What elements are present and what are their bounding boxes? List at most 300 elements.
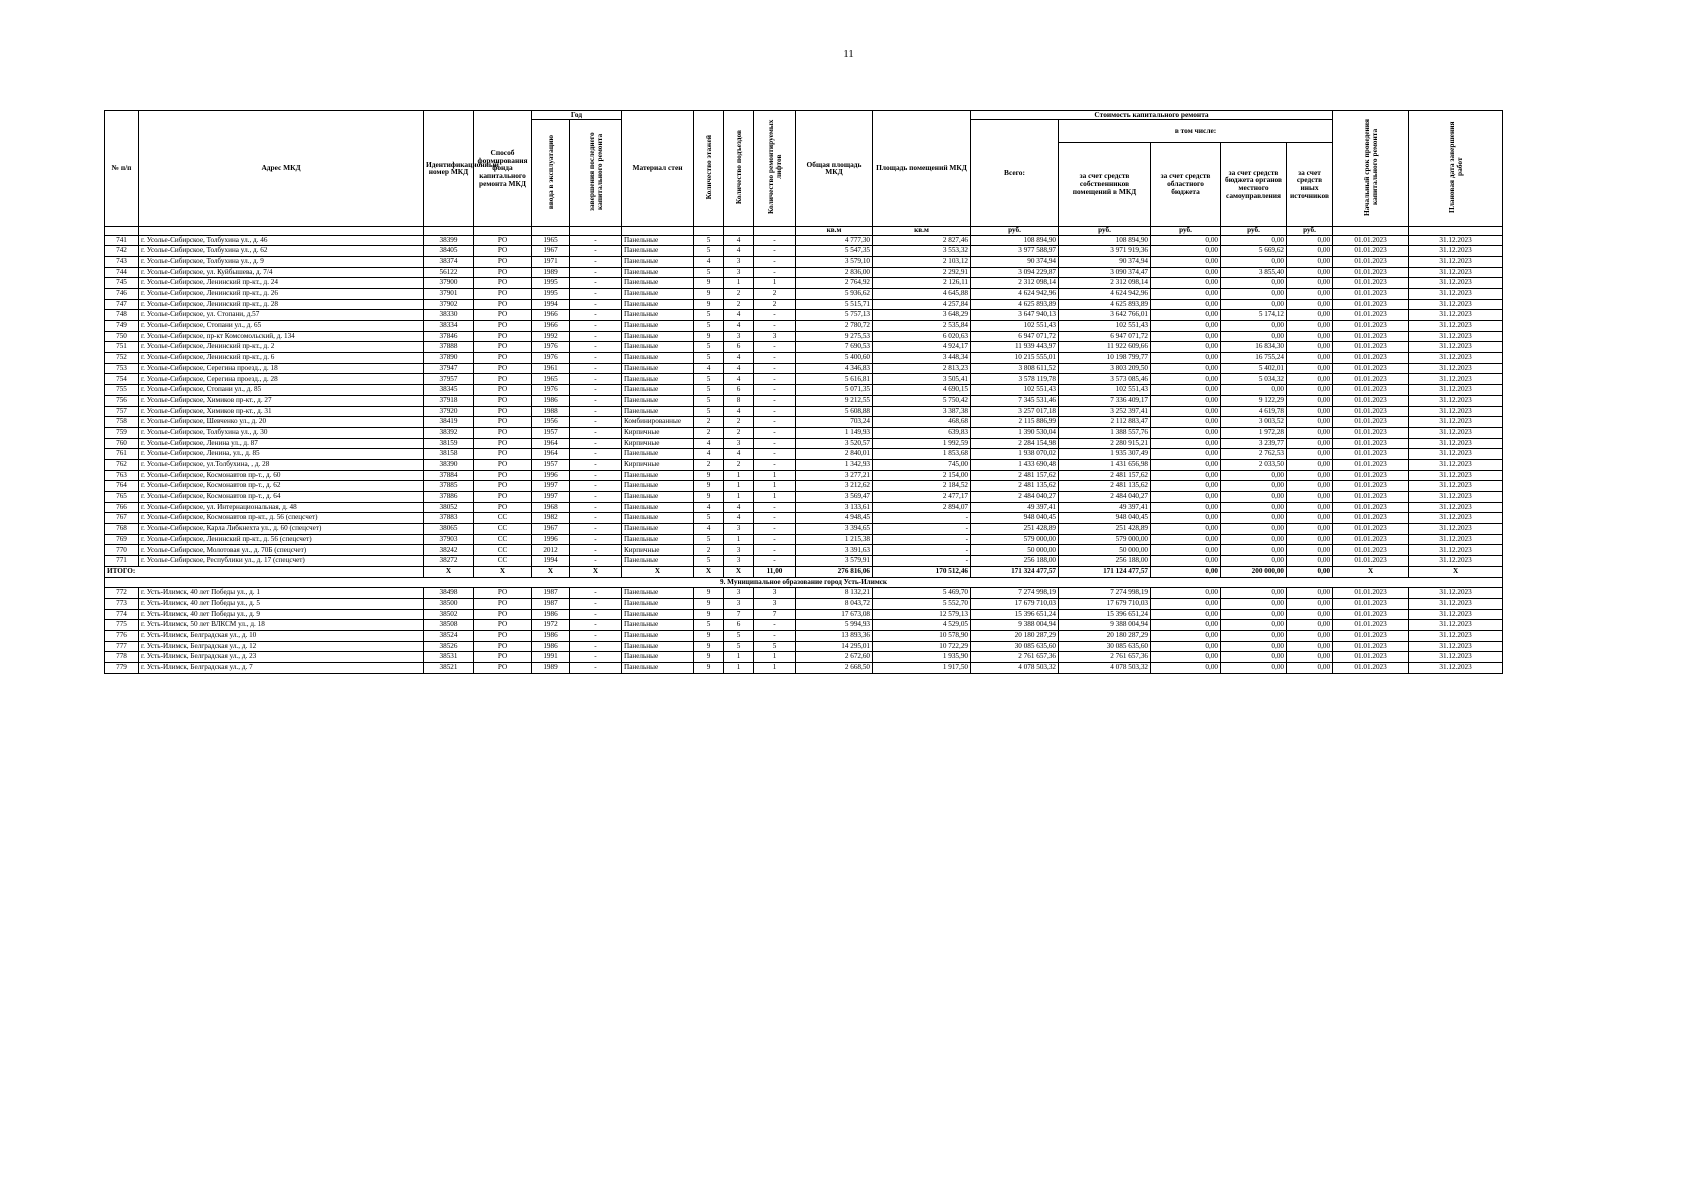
owners-funds: 1 388 557,76 [1059,427,1151,438]
local-funds: 1 972,28 [1221,427,1287,438]
wall-material: Панельные [622,588,694,599]
other-funds: 0,00 [1287,524,1333,535]
year-last-repair: - [570,481,622,492]
total-label: ИТОГО: [105,566,424,577]
other-funds: 0,00 [1287,438,1333,449]
premises-area: - [873,534,971,545]
premises-area: 3 448,34 [873,353,971,364]
lifts: - [754,524,796,535]
floors: 9 [694,331,724,342]
total-x: X [1409,566,1503,577]
lifts: - [754,545,796,556]
address-cell: г. Усолье-Сибирское, Ленинский пр-кт., д. 24 [139,278,424,289]
mkd-id: 38392 [424,427,474,438]
entrances: 1 [724,652,754,663]
row-number: 749 [105,321,139,332]
end-date: 31.12.2023 [1409,235,1503,246]
start-date: 01.01.2023 [1333,353,1409,364]
fund-method: РО [474,598,532,609]
total-cost: 15 396 651,24 [971,609,1059,620]
total-x: X [622,566,694,577]
end-date: 31.12.2023 [1409,598,1503,609]
lifts: 1 [754,481,796,492]
mkd-id: 38345 [424,385,474,396]
local-funds: 0,00 [1221,470,1287,481]
header-owners: за счет средств собственников помещений в МКД [1059,142,1151,226]
year-last-repair: - [570,406,622,417]
other-funds: 0,00 [1287,545,1333,556]
total-other: 0,00 [1287,566,1333,577]
local-funds: 0,00 [1221,609,1287,620]
total-cost: 2 284 154,98 [971,438,1059,449]
year-commission: 1986 [532,609,570,620]
local-funds: 0,00 [1221,492,1287,503]
owners-funds: 17 679 710,03 [1059,598,1151,609]
year-commission: 1964 [532,449,570,460]
row-number: 741 [105,235,139,246]
total-area: 3 520,57 [796,438,873,449]
year-commission: 1965 [532,235,570,246]
owners-funds: 3 573 085,46 [1059,374,1151,385]
owners-funds: 2 312 098,14 [1059,278,1151,289]
total-cost: 579 000,00 [971,534,1059,545]
table-row [105,353,1503,364]
start-date: 01.01.2023 [1333,502,1409,513]
local-funds: 0,00 [1221,278,1287,289]
mkd-id: 38524 [424,630,474,641]
total-area: 2 672,60 [796,652,873,663]
start-date: 01.01.2023 [1333,417,1409,428]
floors: 5 [694,513,724,524]
other-funds: 0,00 [1287,427,1333,438]
address-cell: г. Усолье-Сибирское, Стопани ул., д. 85 [139,385,424,396]
premises-area: 2 292,91 [873,267,971,278]
lifts: 1 [754,652,796,663]
address-cell: г. Усолье-Сибирское, Ленинский пр-кт., д. 26 [139,288,424,299]
local-funds: 0,00 [1221,385,1287,396]
address-cell: г. Усолье-Сибирское, Ленинский пр-кт., д. 2 [139,342,424,353]
floors: 9 [694,288,724,299]
fund-method: РО [474,331,532,342]
table-row [105,502,1503,513]
mkd-id: 38330 [424,310,474,321]
mkd-id: 37902 [424,299,474,310]
other-funds: 0,00 [1287,449,1333,460]
owners-funds: 7 274 998,19 [1059,588,1151,599]
regional-funds: 0,00 [1151,406,1221,417]
fund-method: РО [474,470,532,481]
local-funds: 5 034,32 [1221,374,1287,385]
row-number: 769 [105,534,139,545]
other-funds: 0,00 [1287,598,1333,609]
lifts: - [754,630,796,641]
wall-material: Кирпичные [622,438,694,449]
regional-funds: 0,00 [1151,502,1221,513]
wall-material: Панельные [622,342,694,353]
total-area: 3 579,10 [796,256,873,267]
address-cell: г. Усолье-Сибирское, Серегина проезд., д. 28 [139,374,424,385]
total-cost: 4 625 893,89 [971,299,1059,310]
other-funds: 0,00 [1287,256,1333,267]
owners-funds: 1 431 656,98 [1059,459,1151,470]
total-cost: 948 040,45 [971,513,1059,524]
lifts: - [754,513,796,524]
owners-funds: 90 374,94 [1059,256,1151,267]
year-commission: 1986 [532,395,570,406]
entrances: 4 [724,449,754,460]
mkd-id: 37890 [424,353,474,364]
total-row [105,566,1503,577]
regional-funds: 0,00 [1151,374,1221,385]
table-summary [105,566,1503,587]
end-date: 31.12.2023 [1409,588,1503,599]
fund-method: РО [474,609,532,620]
fund-method: РО [474,278,532,289]
owners-funds: 948 040,45 [1059,513,1151,524]
lifts: 1 [754,470,796,481]
table-row [105,310,1503,321]
address-cell: г. Усолье-Сибирское, Шевченко ул., д. 20 [139,417,424,428]
total-area: 4 948,45 [796,513,873,524]
lifts: - [754,353,796,364]
row-number: 760 [105,438,139,449]
header-cost-group: Стоимость капитального ремонта [971,111,1333,120]
other-funds: 0,00 [1287,630,1333,641]
section-heading-row [105,577,1503,588]
mkd-id: 38334 [424,321,474,332]
year-last-repair: - [570,620,622,631]
wall-material: Панельные [622,524,694,535]
owners-funds: 10 198 799,77 [1059,353,1151,364]
regional-funds: 0,00 [1151,492,1221,503]
address-cell: г. Усолье-Сибирское, Космонавтов пр-т., д. 62 [139,481,424,492]
entrances: 1 [724,470,754,481]
fund-method: РО [474,288,532,299]
address-cell: г. Усолье-Сибирское, Карла Либкнехта ул., д. 60 (спецсчет) [139,524,424,535]
local-funds: 0,00 [1221,321,1287,332]
other-funds: 0,00 [1287,470,1333,481]
floors: 5 [694,406,724,417]
other-funds: 0,00 [1287,502,1333,513]
local-funds: 2 762,53 [1221,449,1287,460]
total-x: X [694,566,724,577]
lifts: 3 [754,588,796,599]
lifts: - [754,620,796,631]
total-area: 5 515,71 [796,299,873,310]
local-funds: 0,00 [1221,652,1287,663]
year-commission: 1996 [532,470,570,481]
address-cell: г. Усолье-Сибирское, Толбухина ул., д. 62 [139,246,424,257]
total-cost: 2 115 886,99 [971,417,1059,428]
start-date: 01.01.2023 [1333,470,1409,481]
table-row [105,342,1503,353]
floors: 5 [694,235,724,246]
year-last-repair: - [570,363,622,374]
fund-method: СС [474,513,532,524]
entrances: 3 [724,267,754,278]
start-date: 01.01.2023 [1333,374,1409,385]
mkd-id: 37884 [424,470,474,481]
year-commission: 1957 [532,459,570,470]
other-funds: 0,00 [1287,342,1333,353]
regional-funds: 0,00 [1151,652,1221,663]
year-commission: 1996 [532,534,570,545]
start-date: 01.01.2023 [1333,299,1409,310]
regional-funds: 0,00 [1151,513,1221,524]
address-cell: г. Усолье-Сибирское, Космонавтов пр-кт., д. 56 (спецсчет) [139,513,424,524]
local-funds: 0,00 [1221,513,1287,524]
regional-funds: 0,00 [1151,363,1221,374]
year-commission: 1994 [532,556,570,567]
premises-area: 2 184,52 [873,481,971,492]
wall-material: Панельные [622,620,694,631]
local-funds: 4 619,78 [1221,406,1287,417]
total-area: 3 212,62 [796,481,873,492]
local-funds: 16 834,30 [1221,342,1287,353]
start-date: 01.01.2023 [1333,609,1409,620]
header-address: Адрес МКД [139,111,424,227]
start-date: 01.01.2023 [1333,545,1409,556]
entrances: 2 [724,288,754,299]
end-date: 31.12.2023 [1409,374,1503,385]
total-area: 2 780,72 [796,321,873,332]
wall-material: Панельные [622,256,694,267]
total-cost: 3 977 588,97 [971,246,1059,257]
fund-method: РО [474,641,532,652]
wall-material: Кирпичные [622,427,694,438]
end-date: 31.12.2023 [1409,556,1503,567]
entrances: 3 [724,331,754,342]
wall-material: Кирпичные [622,459,694,470]
regional-funds: 0,00 [1151,609,1221,620]
total-cost: 30 085 635,60 [971,641,1059,652]
floors: 5 [694,310,724,321]
fund-method: РО [474,630,532,641]
owners-funds: 4 078 503,32 [1059,663,1151,674]
regional-funds: 0,00 [1151,246,1221,257]
other-funds: 0,00 [1287,288,1333,299]
row-number: 767 [105,513,139,524]
wall-material: Панельные [622,395,694,406]
entrances: 4 [724,310,754,321]
table-row [105,331,1503,342]
owners-funds: 102 551,43 [1059,321,1151,332]
end-date: 31.12.2023 [1409,438,1503,449]
lifts: - [754,459,796,470]
row-number: 768 [105,524,139,535]
mkd-id: 38158 [424,449,474,460]
end-date: 31.12.2023 [1409,620,1503,631]
regional-funds: 0,00 [1151,545,1221,556]
fund-method: РО [474,353,532,364]
year-commission: 1956 [532,417,570,428]
total-area: 5 547,35 [796,246,873,257]
table-body-section-8 [105,235,1503,566]
year-last-repair: - [570,299,622,310]
address-cell: г. Усолье-Сибирское, Ленина ул., д. 87 [139,438,424,449]
floors: 2 [694,459,724,470]
total-cost: 3 578 119,78 [971,374,1059,385]
mkd-id: 37947 [424,363,474,374]
fund-method: РО [474,246,532,257]
wall-material: Панельные [622,609,694,620]
other-funds: 0,00 [1287,246,1333,257]
owners-funds: 15 396 651,24 [1059,609,1151,620]
total-area: 8 132,21 [796,588,873,599]
start-date: 01.01.2023 [1333,363,1409,374]
premises-area: 6 020,63 [873,331,971,342]
total-local: 200 000,00 [1221,566,1287,577]
total-cost: 7 345 531,46 [971,395,1059,406]
entrances: 4 [724,246,754,257]
mkd-id: 38399 [424,235,474,246]
other-funds: 0,00 [1287,609,1333,620]
wall-material: Панельные [622,652,694,663]
other-funds: 0,00 [1287,363,1333,374]
entrances: 4 [724,363,754,374]
entrances: 6 [724,620,754,631]
lifts: 5 [754,641,796,652]
total-area: 2 836,00 [796,267,873,278]
entrances: 5 [724,641,754,652]
lifts: 1 [754,663,796,674]
entrances: 3 [724,256,754,267]
year-commission: 1966 [532,310,570,321]
mkd-id: 38159 [424,438,474,449]
regional-funds: 0,00 [1151,310,1221,321]
lifts: 2 [754,299,796,310]
year-commission: 1961 [532,363,570,374]
header-start-date: Начальный срок проведения капитального ремонта [1333,111,1409,227]
owners-funds: 256 188,00 [1059,556,1151,567]
unit-regional: руб. [1151,226,1221,235]
premises-area: 2 813,23 [873,363,971,374]
mkd-id: 38502 [424,609,474,620]
local-funds: 0,00 [1221,534,1287,545]
regional-funds: 0,00 [1151,459,1221,470]
header-year-commission: ввода в эксплуатацию [532,119,570,226]
row-number: 766 [105,502,139,513]
entrances: 3 [724,598,754,609]
other-funds: 0,00 [1287,492,1333,503]
end-date: 31.12.2023 [1409,459,1503,470]
wall-material: Панельные [622,235,694,246]
year-commission: 1994 [532,299,570,310]
address-cell: г. Усолье-Сибирское, ул.Толбухина, , д. 28 [139,459,424,470]
owners-funds: 3 971 919,36 [1059,246,1151,257]
unit-local: руб. [1221,226,1287,235]
fund-method: РО [474,235,532,246]
year-last-repair: - [570,321,622,332]
table-row [105,246,1503,257]
total-cost: 3 808 611,52 [971,363,1059,374]
unit-total: руб. [971,226,1059,235]
end-date: 31.12.2023 [1409,321,1503,332]
other-funds: 0,00 [1287,353,1333,364]
table-row [105,288,1503,299]
row-number: 745 [105,278,139,289]
table-row [105,524,1503,535]
floors: 9 [694,598,724,609]
year-last-repair: - [570,267,622,278]
regional-funds: 0,00 [1151,342,1221,353]
total-cost: 171 324 477,57 [971,566,1059,577]
year-last-repair: - [570,492,622,503]
mkd-id: 38521 [424,663,474,674]
local-funds: 0,00 [1221,502,1287,513]
header-total-cost: Всего: [971,119,1059,226]
total-area: 1 215,38 [796,534,873,545]
floors: 5 [694,246,724,257]
address-cell: г. Усолье-Сибирское, Толбухина ул., д. 30 [139,427,424,438]
other-funds: 0,00 [1287,331,1333,342]
premises-area: 4 690,15 [873,385,971,396]
total-cost: 49 397,41 [971,502,1059,513]
regional-funds: 0,00 [1151,470,1221,481]
total-area: 14 295,01 [796,641,873,652]
year-last-repair: - [570,609,622,620]
start-date: 01.01.2023 [1333,630,1409,641]
row-number: 773 [105,598,139,609]
regional-funds: 0,00 [1151,641,1221,652]
regional-funds: 0,00 [1151,288,1221,299]
start-date: 01.01.2023 [1333,246,1409,257]
other-funds: 0,00 [1287,374,1333,385]
table-row [105,427,1503,438]
header-num: № п/п [105,111,139,227]
floors: 5 [694,374,724,385]
total-cost: 7 274 998,19 [971,588,1059,599]
header-id: Идентификационный номер МКД [424,111,474,227]
year-commission: 1987 [532,588,570,599]
table-row [105,513,1503,524]
row-number: 746 [105,288,139,299]
end-date: 31.12.2023 [1409,385,1503,396]
row-number: 744 [105,267,139,278]
address-cell: г. Усолье-Сибирское, Молотовая ул., д. 70Б (спецсчет) [139,545,424,556]
mkd-id: 38405 [424,246,474,257]
row-number: 771 [105,556,139,567]
floors: 5 [694,385,724,396]
start-date: 01.01.2023 [1333,385,1409,396]
total-area: 703,24 [796,417,873,428]
local-funds: 3 855,40 [1221,267,1287,278]
address-cell: г. Усть-Илимск, Белградская ул., д. 7 [139,663,424,674]
regional-funds: 0,00 [1151,395,1221,406]
start-date: 01.01.2023 [1333,556,1409,567]
other-funds: 0,00 [1287,267,1333,278]
owners-funds: 2 112 883,47 [1059,417,1151,428]
row-number: 751 [105,342,139,353]
floors: 5 [694,353,724,364]
row-number: 743 [105,256,139,267]
table-row [105,470,1503,481]
year-last-repair: - [570,652,622,663]
local-funds: 16 755,24 [1221,353,1287,364]
entrances: 4 [724,513,754,524]
premises-area: 1 935,90 [873,652,971,663]
table-row [105,417,1503,428]
table-row [105,267,1503,278]
total-regional: 0,00 [1151,566,1221,577]
floors: 5 [694,321,724,332]
start-date: 01.01.2023 [1333,598,1409,609]
mkd-id: 37957 [424,374,474,385]
start-date: 01.01.2023 [1333,278,1409,289]
lifts: - [754,406,796,417]
total-area: 4 777,30 [796,235,873,246]
year-last-repair: - [570,663,622,674]
